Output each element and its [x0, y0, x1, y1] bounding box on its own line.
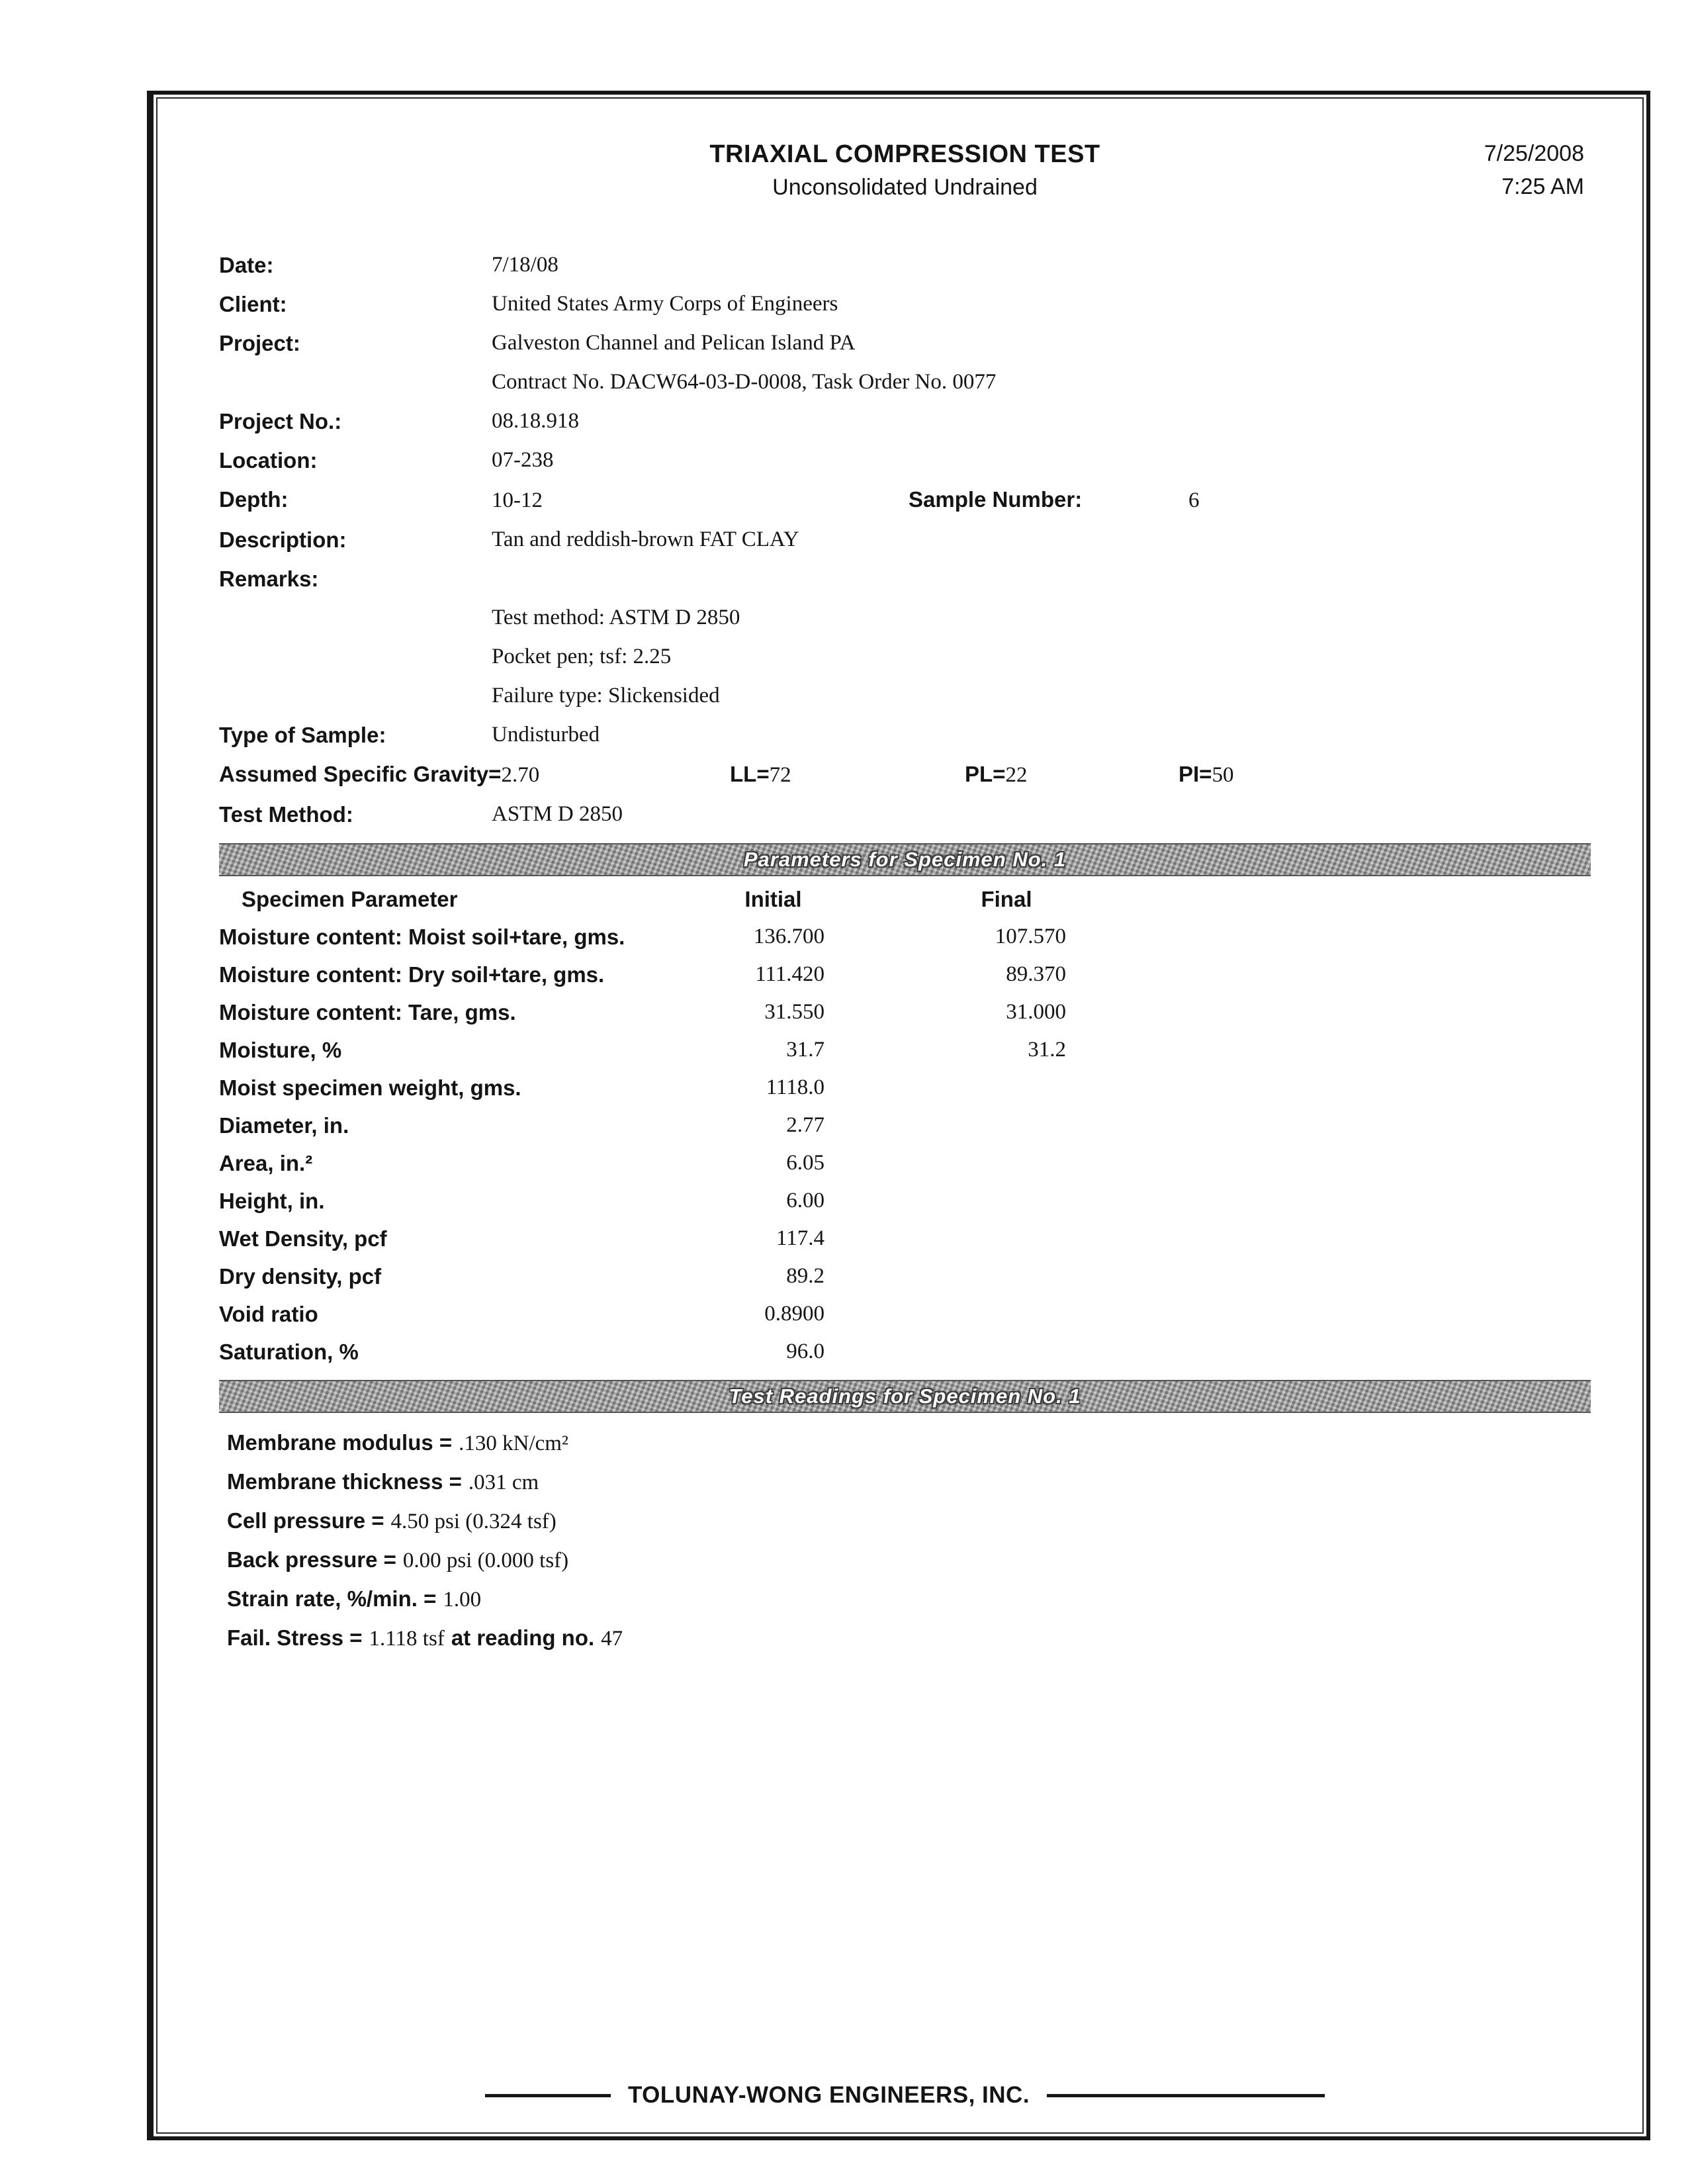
reading-value: .130 kN/cm²: [459, 1432, 568, 1455]
note-line: [219, 637, 1591, 676]
reading-line: [227, 1424, 1591, 1463]
gap: [825, 1182, 947, 1220]
gap: [825, 1333, 947, 1371]
plastic-limit: [965, 754, 1179, 795]
param-initial: 1118.0: [766, 1075, 825, 1099]
gap: [825, 1220, 947, 1257]
field-label: Date:: [219, 253, 274, 277]
table-header-row: [219, 880, 1591, 918]
param-final: 89.370: [1006, 962, 1066, 986]
column-header-final: Final: [981, 887, 1032, 911]
reading-label: Membrane modulus =: [227, 1430, 453, 1455]
field-label: Project No.:: [219, 409, 342, 433]
reading-line: [227, 1502, 1591, 1541]
param-label: Dry density, pcf: [219, 1264, 382, 1289]
rest: [1066, 1295, 1591, 1333]
table-row: [219, 1069, 1591, 1107]
reading-line: [227, 1541, 1591, 1580]
field-value: Contract No. DACW64-03-D-0008, Task Order No. 0077: [492, 370, 997, 394]
readings-banner: [219, 1380, 1591, 1413]
column-rest: [1066, 880, 1591, 918]
field-date: [219, 246, 1591, 285]
rest: [1066, 1031, 1591, 1069]
gap: [825, 993, 947, 1031]
field-label: Depth:: [219, 487, 289, 512]
rest: [1066, 1333, 1591, 1371]
specific-gravity-label: Assumed Specific Gravity=: [219, 762, 502, 786]
param-initial: 31.7: [786, 1038, 825, 1062]
reading-label: Strain rate, %/min. =: [227, 1586, 437, 1611]
field-value: Undisturbed: [492, 723, 600, 747]
param-label: Height, in.: [219, 1189, 325, 1213]
param-final: [947, 1333, 1066, 1371]
param-initial: 31.550: [764, 1000, 825, 1024]
pl-label: PL=: [965, 762, 1006, 786]
info-block: [219, 246, 1591, 834]
parameters-banner: [219, 843, 1591, 876]
table-row: [219, 1031, 1591, 1069]
field-label: Client:: [219, 292, 287, 316]
readings-banner-text: Test Readings for Specimen No. 1: [729, 1385, 1081, 1408]
field-label-empty: [219, 637, 492, 676]
rest: [1066, 918, 1591, 956]
field-value: Galveston Channel and Pelican Island PA: [492, 331, 856, 355]
reading-value: 1.00: [443, 1588, 482, 1612]
gap: [825, 1295, 947, 1333]
param-label: Moisture, %: [219, 1038, 342, 1062]
specific-gravity-group: [219, 754, 730, 795]
reading-line: [227, 1580, 1591, 1619]
reading-value: 4.50 psi (0.324 tsf): [390, 1510, 557, 1533]
rest: [1066, 1107, 1591, 1144]
field-specific-gravity: [219, 754, 1591, 795]
table-row: [219, 918, 1591, 956]
param-label: Moisture content: Dry soil+tare, gms.: [219, 962, 605, 987]
gap: [825, 1069, 947, 1107]
company-name: TOLUNAY-WONG ENGINEERS, INC.: [627, 2082, 1030, 2108]
table-row: [219, 1107, 1591, 1144]
rest: [1066, 1144, 1591, 1182]
param-final: 31.000: [1006, 1000, 1066, 1024]
table-row: [219, 1220, 1591, 1257]
specific-gravity-value: 2.70: [501, 763, 540, 787]
pi-value: 50: [1212, 763, 1234, 787]
param-label: Area, in.²: [219, 1151, 313, 1175]
report-header: [219, 137, 1591, 203]
gap: [825, 1107, 947, 1144]
reading-line: [227, 1619, 1591, 1658]
note-text: Pocket pen; tsf: 2.25: [492, 645, 672, 668]
field-test-method: [219, 795, 1591, 834]
param-label: Wet Density, pcf: [219, 1226, 387, 1251]
print-time: 7:25 AM: [1501, 174, 1584, 199]
field-location: [219, 441, 1591, 480]
footer-rule-left: [485, 2094, 611, 2097]
param-label: Moist specimen weight, gms.: [219, 1075, 521, 1100]
pi-label: PI=: [1179, 762, 1212, 786]
reading-value: .031 cm: [468, 1471, 539, 1494]
rest: [1066, 1182, 1591, 1220]
field-label: Project:: [219, 331, 300, 355]
parameters-table: [219, 880, 1591, 1371]
param-initial: 117.4: [776, 1226, 825, 1250]
field-label: Remarks:: [219, 567, 319, 591]
rest: [1066, 1220, 1591, 1257]
field-value: 08.18.918: [492, 409, 579, 433]
field-remarks: [219, 559, 1591, 598]
field-label: Description:: [219, 527, 347, 552]
pl-value: 22: [1005, 763, 1028, 787]
param-final: [947, 1182, 1066, 1220]
field-label: Type of Sample:: [219, 723, 386, 747]
param-label: Void ratio: [219, 1302, 318, 1326]
page-subtitle: Unconsolidated Undrained: [772, 175, 1038, 200]
param-initial: 111.420: [755, 962, 825, 986]
print-date: 7/25/2008: [1484, 141, 1584, 166]
field-label: Location:: [219, 448, 318, 473]
page-border-frame: [147, 91, 1650, 2140]
table-row: [219, 1333, 1591, 1371]
note-line: [219, 676, 1591, 715]
gap: [825, 1144, 947, 1182]
param-final: [947, 1069, 1066, 1107]
field-project-no: [219, 402, 1591, 441]
sample-number-label: Sample Number:: [909, 487, 1083, 512]
column-gap: [825, 880, 947, 918]
reading-label: Membrane thickness =: [227, 1469, 462, 1494]
field-label-empty: [219, 676, 492, 715]
field-value: ASTM D 2850: [492, 802, 623, 826]
reading-value: 0.00 psi (0.000 tsf): [402, 1549, 569, 1572]
param-final: [947, 1220, 1066, 1257]
table-row: [219, 956, 1591, 993]
field-value: 07-238: [492, 448, 554, 472]
reading-value: 1.118 tsf: [369, 1627, 445, 1651]
rest: [1066, 1257, 1591, 1295]
note-line: [219, 598, 1591, 637]
gap: [825, 918, 947, 956]
ll-label: LL=: [730, 762, 770, 786]
sample-number-value: 6: [1188, 488, 1200, 512]
param-label: Diameter, in.: [219, 1113, 349, 1138]
readings-block: [219, 1424, 1591, 1658]
param-label: Saturation, %: [219, 1340, 359, 1364]
note-text: Failure type: Slickensided: [492, 684, 720, 707]
print-datetime: [1484, 137, 1584, 203]
param-final: 31.2: [1028, 1038, 1066, 1062]
rest: [1066, 1069, 1591, 1107]
report-footer: [219, 2082, 1591, 2118]
param-final: [947, 1257, 1066, 1295]
param-final: [947, 1107, 1066, 1144]
field-value: 7/18/08: [492, 253, 558, 277]
gap: [825, 956, 947, 993]
field-value: United States Army Corps of Engineers: [492, 292, 838, 316]
page-title: TRIAXIAL COMPRESSION TEST: [709, 140, 1100, 168]
ll-value: 72: [769, 763, 791, 787]
field-project-line2: [219, 363, 1591, 402]
param-final: [947, 1295, 1066, 1333]
parameters-banner-text: Parameters for Specimen No. 1: [743, 848, 1067, 871]
column-header-parameter: Specimen Parameter: [242, 887, 458, 911]
param-initial: 6.05: [786, 1151, 825, 1175]
report-content: [154, 95, 1646, 2136]
param-initial: 89.2: [786, 1264, 825, 1288]
field-label: Test Method:: [219, 802, 353, 827]
param-final: 107.570: [995, 925, 1066, 948]
reading-label: Cell pressure =: [227, 1508, 384, 1533]
param-label: Moisture content: Moist soil+tare, gms.: [219, 925, 625, 949]
rest: [1066, 993, 1591, 1031]
blank-space: [219, 1658, 1591, 2082]
table-row: [219, 993, 1591, 1031]
param-initial: 0.8900: [764, 1302, 825, 1326]
reading-line: [227, 1463, 1591, 1502]
reading-label: Back pressure =: [227, 1547, 396, 1572]
table-row: [219, 1295, 1591, 1333]
param-label: Moisture content: Tare, gms.: [219, 1000, 516, 1024]
gap: [825, 1031, 947, 1069]
field-value: Tan and reddish-brown FAT CLAY: [492, 527, 799, 551]
depth-value: 10-12: [492, 488, 543, 512]
param-initial: 96.0: [786, 1340, 825, 1363]
param-final: [947, 1144, 1066, 1182]
field-depth: [219, 480, 1591, 520]
param-initial: 6.00: [786, 1189, 825, 1212]
depth-and-sample: [492, 480, 1200, 520]
field-type-of-sample: [219, 715, 1591, 754]
param-initial: 2.77: [786, 1113, 825, 1137]
reading-label: Fail. Stress =: [227, 1625, 363, 1650]
note-text: Test method: ASTM D 2850: [492, 606, 740, 629]
field-project: [219, 324, 1591, 363]
field-description: [219, 520, 1591, 559]
footer-rule-right: [1047, 2094, 1325, 2097]
field-client: [219, 285, 1591, 324]
field-label-empty: [219, 363, 492, 402]
column-header-initial: Initial: [744, 887, 802, 911]
plasticity-index: [1179, 754, 1233, 795]
rest: [1066, 956, 1591, 993]
table-row: [219, 1182, 1591, 1220]
reading-value2: 47: [601, 1627, 623, 1651]
liquid-limit: [730, 754, 965, 795]
reading-label2: at reading no.: [451, 1625, 595, 1650]
param-initial: 136.700: [753, 925, 825, 948]
field-label-empty: [219, 598, 492, 637]
table-row: [219, 1144, 1591, 1182]
table-row: [219, 1257, 1591, 1295]
gap: [825, 1257, 947, 1295]
